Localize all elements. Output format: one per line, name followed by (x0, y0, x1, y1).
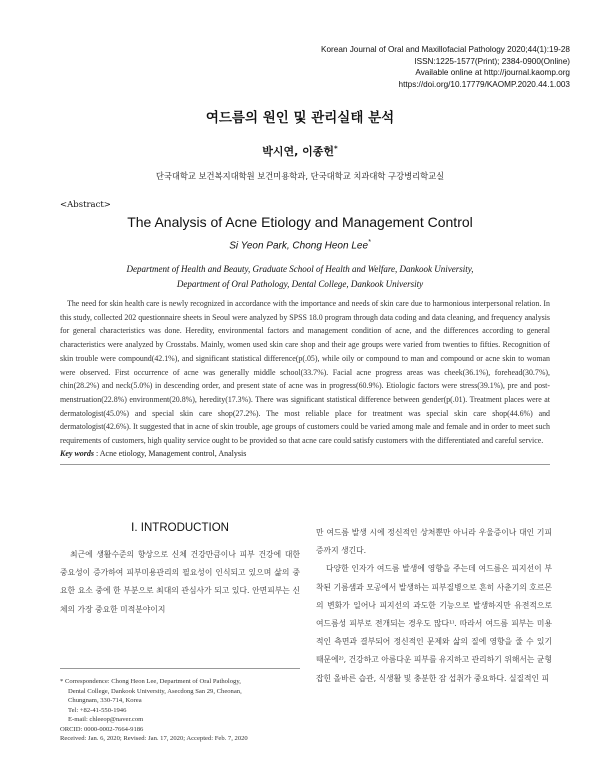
footnote-correspondence: * Correspondence: Chong Heon Lee, Department of Oral Pathology, (60, 678, 241, 685)
english-authors (0, 239, 600, 251)
journal-citation: Korean Journal of Oral and Maxillofacial Pathology 2020;44(1):19-28 (321, 45, 570, 54)
english-author-mark: * (368, 239, 371, 246)
footnote-address-2: Chungnam, 330-714, Korea (68, 697, 142, 704)
section-heading-introduction: Ⅰ. INTRODUCTION (131, 522, 229, 534)
korean-authors (0, 143, 600, 159)
intro-paragraph-3: 다양한 인자가 여드름 발생에 영향을 주는데 여드름은 피지선이 부착된 기름샘과 모공에서 발생하는 피부질병으로 흔히 사춘기의 호르몬의 변화가 일어나 피지선의 과도한 기능으로 발생하지만 유전적으로 여드름성 피부로 전개되는 경우도 많다¹⁾. 따라서 여드름 피부는 미용적인 측면과 결부되어 정신적인 문제와 삶의 질에 영향을 줄 수 있기 때문에²⁾, 건강하고 아름다운 피부를 유지하고 관리하기 위해서는 균형 잡힌 올바른 습관, 식생활 및 충분한 잠 섭취가 중요하다. 실질적인 피 (316, 564, 552, 683)
english-title: The Analysis of Acne Etiology and Management Control (127, 214, 473, 230)
intro-paragraph-2: 만 여드름 발생 시에 정신적인 상처뿐만 아니라 우울증이나 대인 기피증까지 생긴다. (316, 528, 552, 556)
affiliation-line-1: Department of Health and Beauty, Graduate School of Health and Welfare, Dankook University, (126, 264, 474, 274)
journal-issn: ISSN:1225-1577(Print); 2384-0900(Online) (414, 56, 570, 66)
footnote-tel: Tel: +82-41-550-1946 (68, 706, 127, 714)
abstract-label: <Abstract> (60, 200, 111, 210)
korean-affiliation: 단국대학교 보건복지대학원 보건미용학과, 단국대학교 치과대학 구강병리학교실 (155, 171, 445, 181)
keywords-text: : Acne etiology, Management control, Analysis (96, 449, 247, 458)
correspondence-footnote (60, 668, 300, 744)
footnote-address-1: Dental College, Dankook University, Asecdong San 29, Cheonan, (68, 687, 242, 695)
abstract-body (60, 297, 550, 448)
left-column (60, 520, 300, 619)
korean-author-mark: * (334, 144, 338, 153)
footnote-orcid: ORCID: 0000-0002-7664-9186 (60, 725, 144, 733)
right-column (316, 524, 552, 688)
journal-header (190, 44, 570, 90)
journal-available: Available online at http://journal.kaomp.org (415, 68, 570, 78)
keywords (60, 449, 550, 465)
korean-title: 여드름의 원인 및 관리실태 분석 (205, 110, 395, 126)
abstract-text: The need for skin health care is newly recognized in accordance with the importance and needs of skin care due to harmonious interpersonal relation. In this study, collected 202 questionnaire sheets in Seoul were analyzed by SPSS 18.0 program through data coding and data cleaning, and frequency analysis for general characteristics was done. Heredity, environmental factors and management condition of acne, and the differences according to general characteristics were analyzed by Crosstabs. Mainly, women used skin care shop and their age groups were varied from twenties to fifties. Recognition of skin trouble were compound(42.1%), and significant statistical difference(p(.05), while oily or compound to man and compound or acne skin to woman were observed. First occurrence of acne was generally middle school(33.7%). Facial acne progress areas was cheek(36.1%), forehead(30.7%), chin(28.2%) and neck(5.0%) in descending order, and present state of acne was in progress(60.9%). Etiologic factors were stress(39.1%), pre and post-menstruation(22.8%) environment(20.8%), heredity(17.3%). There was significant statistical difference between gender(p(.01). Treatment places were at dermatologist(45.0%) and special skin care shop(27.2%). The most reliable place for treatment was special skin care shop(44.6%) and dermatologist(42.6%). It suggested that in acne of skin trouble, age groups of customers could be varied among male and female and in order to meet such requirements of customers, high quality service ought to be provided so that acne care could satisfy customers with the differentiated and careful service. (60, 299, 550, 446)
intro-paragraph-1: 최근에 생활수준의 향상으로 신체 건강만큼이나 피부 건강에 대한 중요성이 증가하여 피부미용관리의 필요성이 인식되고 있으며 삶의 중요한 요소 중에 한 부분으로 최대의 관심사가 되고 있다. 안면피부는 신체의 가장 중요한 미적분야이지 (60, 550, 300, 614)
korean-author-names: 박시연, 이종헌 (262, 145, 335, 158)
keywords-label: Key words (60, 449, 94, 458)
journal-doi: https://doi.org/10.17779/KAOMP.2020.44.1.003 (398, 79, 570, 89)
footnote-dates: Received: Jan. 6, 2020; Revised: Jan. 17, 2020; Accepted: Feb. 7, 2020 (60, 735, 248, 742)
english-affiliation (0, 262, 600, 291)
affiliation-line-2: Department of Oral Pathology, Dental College, Dankook University (176, 278, 424, 289)
footnote-email: E-mail: chleeop@naver.com (68, 716, 144, 723)
english-author-names: Si Yeon Park, Chong Heon Lee (229, 240, 369, 252)
